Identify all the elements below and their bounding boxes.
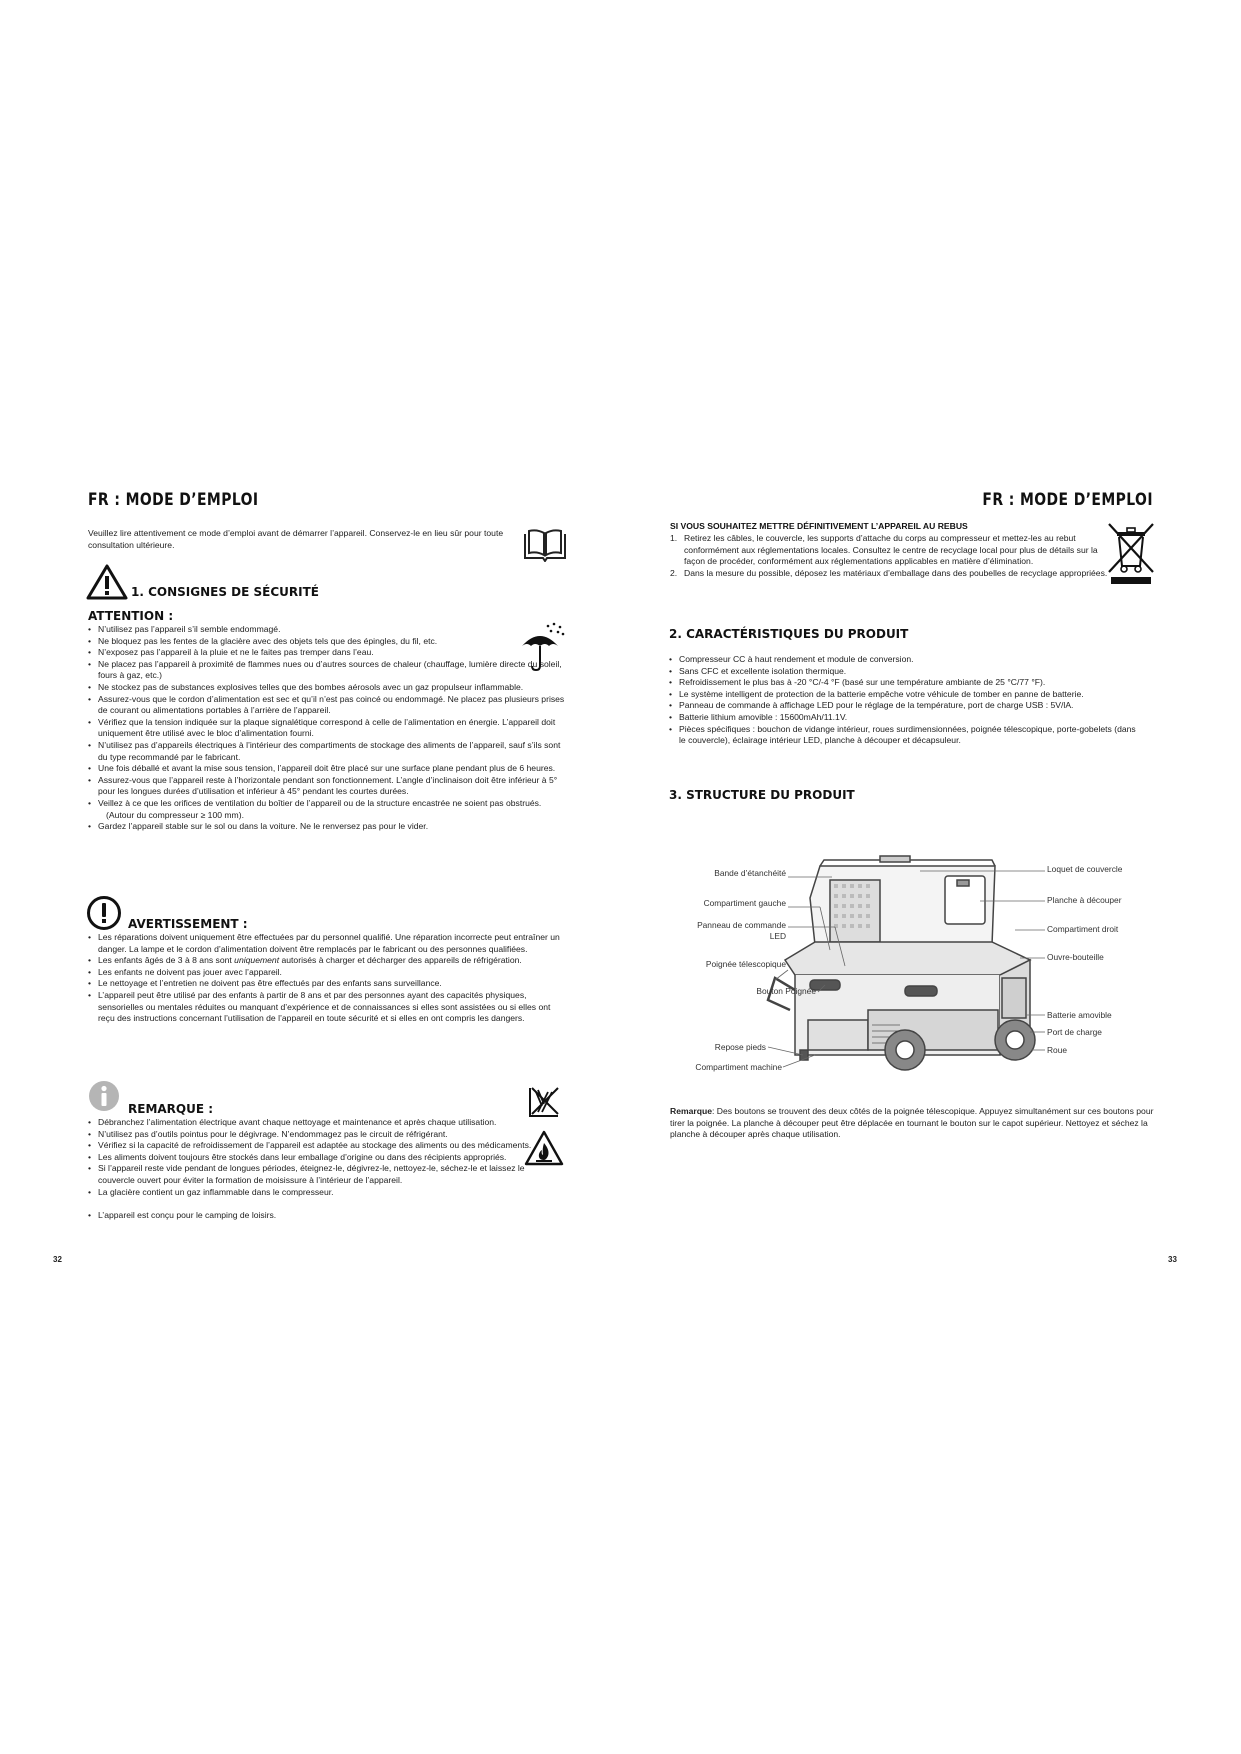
disposal-list: [670, 533, 1110, 579]
list-item: • Gardez l’appareil stable sur le sol ou dans la voiture. Ne le renversez pas pour le vider.: [88, 821, 566, 833]
no-sharp-tools-icon: [526, 1084, 562, 1120]
list-item: • Le système intelligent de protection de la batterie empêche votre véhicule de tomber en panne de batterie.: [669, 689, 1139, 701]
page-number-left: 32: [53, 1255, 62, 1264]
list-item: • Vérifiez que la tension indiquée sur la plaque signalétique correspond à celle de l’alimentation en énergie. L’appareil doit uniquement être utilisé avec le bloc d’alimentation fourni.: [88, 717, 566, 740]
page-header-left: FR : MODE D’EMPLOI: [88, 490, 259, 510]
label-wheel: Roue: [1047, 1045, 1068, 1055]
label-cutting-board: Planche à découper: [1047, 895, 1122, 905]
list-item: • Ne bloquez pas les fentes de la glacière avec des objets tels que des épingles, du fil, etc.: [88, 636, 566, 648]
label-charging-port: Port de charge: [1047, 1027, 1102, 1037]
vent-item-text: Veillez à ce que les orifices de ventilation du boîtier de l’appareil ou de la structure encastrée ne soient pas obstrués.: [98, 797, 542, 808]
list-item: • Ne stockez pas de substances explosives telles que des bombes aérosols avec un gaz propulseur inflammable.: [88, 682, 566, 694]
list-item: • N’utilisez pas d’outils pointus pour le dégivrage. N’endommagez pas le circuit de réfrigérant.: [88, 1129, 558, 1141]
page-header-right: FR : MODE D’EMPLOI: [982, 490, 1153, 510]
list-item: • L’appareil peut être utilisé par des enfants à partir de 8 ans et par des personnes ayant des capacités physiques, sensorielles ou mentales réduites ou manquant d’expérience et de connaissances si elles sont assistées ou si elles ont reçu des instructions concernant l’utilisation de l’appareil en toute sécurité et si elles en ont compris les dangers.: [88, 990, 566, 1025]
list-item: [88, 798, 566, 821]
list-item: • Ne placez pas l’appareil à proximité de flammes nues ou d’autres sources de chaleur (chauffage, lumière directe du soleil, fours à gaz, etc.): [88, 659, 566, 682]
remark-title: REMARQUE :: [128, 1102, 214, 1116]
list-item: • Compresseur CC à haut rendement et module de conversion.: [669, 654, 1139, 666]
list-item: • Les réparations doivent uniquement être effectuées par du personnel qualifié. Une réparation incorrecte peut entraîner un danger. La lampe et le cordon d’alimentation doivent être remplacés par le fabricant ou des personnes qualifiées.: [88, 932, 566, 955]
list-item: • Les enfants ne doivent pas jouer avec l’appareil.: [88, 967, 566, 979]
list-item: • N’exposez pas l’appareil à la pluie et ne le faites pas tremper dans l’eau.: [88, 647, 566, 659]
warning-title: AVERTISSEMENT :: [128, 917, 248, 931]
left-page: [0, 0, 620, 1754]
list-item: • Panneau de commande à affichage LED pour le réglage de la température, port de charge USB : 5V/lA.: [669, 700, 1139, 712]
section3-title: 3. STRUCTURE DU PRODUIT: [669, 788, 855, 802]
list-item: • Assurez-vous que l’appareil reste à l’horizontale pendant son fonctionnement. L’angle d’inclinaison doit être inférieur à 5° pour les longues durées d’utilisation et inférieur à 45° pendant les courtes durées.: [88, 775, 566, 798]
label-lid-latch: Loquet de couvercle: [1047, 864, 1123, 874]
list-item: • La glacière contient un gaz inflammable dans le compresseur.: [88, 1187, 558, 1199]
list-item: • Vérifiez si la capacité de refroidissement de l’appareil est adaptée au stockage des aliments ou des médicaments.: [88, 1140, 558, 1152]
list-item: • Le nettoyage et l’entretien ne doivent pas être effectués par des enfants sans surveillance.: [88, 978, 566, 990]
list-item: 1. Retirez les câbles, le couvercle, les supports d’attache du corps au compresseur et mettez-les au rebut conformément aux réglementations locales. Consultez le centre de recyclage local pour plus de détails sur la façon de procéder, conformément aux réglementations applicables en matière d’élimination.: [670, 533, 1098, 567]
info-circle-icon: [88, 1080, 120, 1112]
list-item: • N’utilisez pas d’appareils électriques à l’intérieur des compartiments de stockage des aliments de l’appareil, sauf s’ils sont du type recommandé par le fabricant.: [88, 740, 566, 763]
exclamation-circle-icon: [86, 895, 122, 931]
product-diagram: [620, 850, 1241, 1090]
vent-item-note: (Autour du compresseur ≥ 100 mm).: [106, 809, 244, 820]
list-item: • Débranchez l’alimentation électrique avant chaque nettoyage et maintenance et après chaque utilisation.: [88, 1117, 558, 1129]
warning-triangle-icon: [86, 564, 128, 600]
list-item: • Batterie lithium amovible : 15600mAh/11.1V.: [669, 712, 1139, 724]
label-led-panel: Panneau de commande LED: [697, 920, 786, 941]
page-number-right: 33: [1168, 1255, 1177, 1264]
list-item: • L’appareil est conçu pour le camping de loisirs.: [88, 1210, 558, 1222]
label-right-compartment: Compartiment droit: [1047, 924, 1119, 934]
label-sealing-strip: Bande d’étanchéité: [714, 868, 786, 878]
list-item: • Refroidissement le plus bas à -20 °C/-4 °F (basé sur une température ambiante de 25 °C/77 °F).: [669, 677, 1139, 689]
attention-list: [88, 624, 566, 833]
list-item: 2. Dans la mesure du possible, déposez les matériaux d’emballage dans des poubelles de recyclage appropriées.: [670, 567, 1108, 578]
remark-list: [88, 1117, 558, 1222]
list-item: • Si l’appareil reste vide pendant de longues périodes, éteignez-le, dégivrez-le, nettoyez-le, séchez-le et laissez le couvercle ouvert pour éviter la formation de moisissure à l’intérieur de l’appareil.: [88, 1163, 558, 1186]
list-item: • Pièces spécifiques : bouchon de vidange intérieur, roues surdimensionnées, poignée télescopique, porte-gobelets (dans le couvercle), éclairage intérieur LED, planche à découper et décapsuleur.: [669, 724, 1139, 747]
product-remark: [670, 1106, 1160, 1141]
intro-text: Veuillez lire attentivement ce mode d’emploi avant de démarrer l’appareil. Conservez-le en lieu sûr pour toute consultation ultérieure.: [88, 528, 504, 550]
label-telescopic-handle: Poignée télescopique: [705, 959, 786, 969]
list-item: • N’utilisez pas l’appareil s’il semble endommagé.: [88, 624, 566, 636]
weee-crossed-bin-icon: [1105, 520, 1157, 586]
remark-label: Remarque: [670, 1106, 713, 1116]
list-item: • Une fois déballé et avant la mise sous tension, l’appareil doit être placé sur une surface plane pendant plus de 6 heures.: [88, 763, 566, 775]
section1-title: 1. CONSIGNES DE SÉCURITÉ: [131, 585, 319, 599]
list-item: • Les enfants âgés de 3 à 8 ans sont uniquement autorisés à charger et décharger des appareils de réfrigération.: [88, 955, 566, 967]
attention-title: ATTENTION :: [88, 609, 174, 623]
label-removable-battery: Batterie amovible: [1047, 1010, 1112, 1020]
warning-list: [88, 932, 566, 1025]
right-page: [620, 0, 1241, 1754]
features-list: [669, 654, 1139, 747]
manual-book-icon: [522, 528, 568, 562]
label-footrest: Repose pieds: [714, 1042, 766, 1052]
label-bottle-opener: Ouvre-bouteille: [1047, 952, 1104, 962]
disposal-title: SI VOUS SOUHAITEZ METTRE DÉFINITIVEMENT L’APPAREIL AU REBUS: [670, 521, 968, 531]
remark-text: : Des boutons se trouvent des deux côtés de la poignée télescopique. Appuyez simultanément sur ces boutons pour tirer la poignée. La planche à découper peut être déplacée en tournant le bouton sur le capot supérieur. Nettoyez et séchez la planche à découper après chaque utilisation.: [670, 1106, 1154, 1140]
label-handle-button: Bouton Poignée: [756, 986, 816, 996]
list-item: • Assurez-vous que le cordon d’alimentation est sec et qu’il n’est pas coincé ou endommagé. Ne placez pas plusieurs prises de courant ou alimentations portables à l’arrière de l’appareil.: [88, 694, 566, 717]
label-machine-compartment: Compartiment machine: [695, 1062, 782, 1072]
list-item: • Les aliments doivent toujours être stockés dans leur emballage d’origine ou dans des récipients appropriés.: [88, 1152, 558, 1164]
label-left-compartment: Compartiment gauche: [703, 898, 786, 908]
section2-title: 2. CARACTÉRISTIQUES DU PRODUIT: [669, 627, 909, 641]
list-item: • Sans CFC et excellente isolation thermique.: [669, 666, 1139, 678]
